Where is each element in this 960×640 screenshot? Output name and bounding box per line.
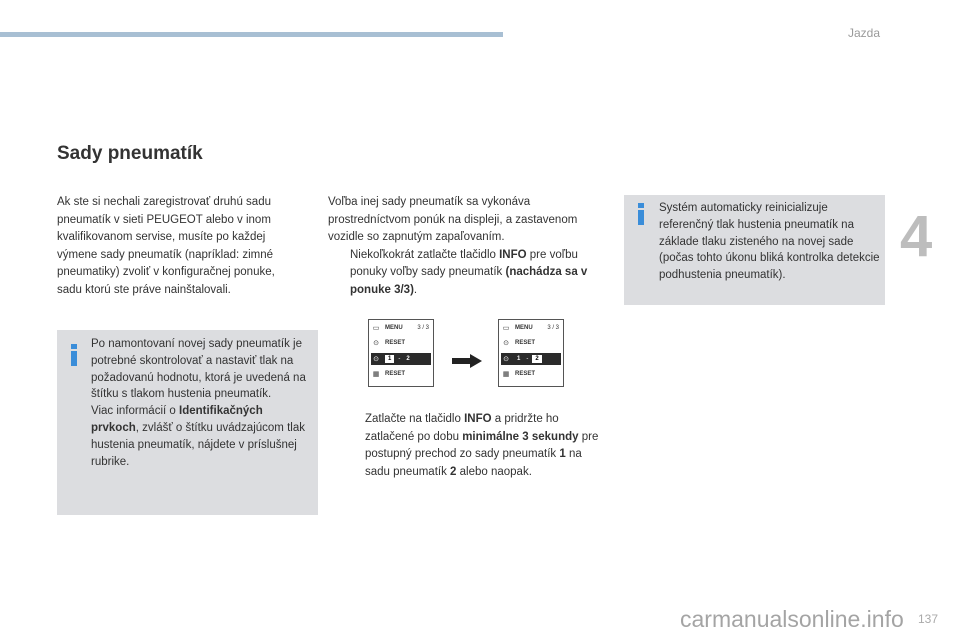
display-menu-row: ▭ MENU 3 / 3 — [372, 325, 429, 332]
display-screen-before — [368, 319, 434, 387]
display-screen-after — [498, 319, 564, 387]
tire-set-selection-section — [328, 194, 606, 299]
display-menu-icon: ▭ — [502, 325, 510, 332]
info-text-2-prefix: Viac informácií o — [91, 405, 179, 418]
page-number: 137 — [918, 612, 939, 626]
bullet-square-icon — [343, 411, 365, 481]
step-2-text: Zatlačte na tlačidlo INFO a pridržte ho zatlačené po dobu minimálne 3 sekundy pre postupný prechod zo sady pneumatík 1 na sadu pneumatík 2 alebo naopak. — [365, 413, 599, 478]
step-1 — [328, 247, 606, 300]
info-text-1: Po namontovaní novej sady pneumatík je potrebné skontrolovať a nastaviť tlak na požadovanú hodnotu, ktorá je uvedená na štítku s tlakom hustenia pneumatík. — [91, 338, 306, 401]
display-menu-icon: ▭ — [372, 325, 380, 332]
info-text-2-bold: Identifikačných prvkoch — [91, 405, 263, 434]
info-box-text — [91, 336, 313, 470]
display-reset-row-2: ▦ RESET — [502, 371, 536, 378]
display-reset-row-2: ▦ RESET — [372, 371, 406, 378]
intro-paragraph: Ak ste si nechali zaregistrovať druhú sadu pneumatík v sieti PEUGEOT alebo v inom kvalifikovanom servise, musíte po každej výmene sady pneumatík (napríklad: zimné pneumatiky) zvoliť v konfiguračnej ponuke, sadu ktorú ste práve nainštalovali. — [57, 196, 275, 296]
tire-warning-icon: ⊙ — [503, 356, 509, 363]
dashboard-icon: ▦ — [502, 371, 510, 378]
header-accent-bar — [0, 32, 503, 37]
watermark: carmanualsonline.info — [680, 606, 904, 632]
step-1-text: Niekoľkokrát zatlačte tlačidlo INFO pre voľbu ponuky voľby sady pneumatík (nachádza sa v ponuke 3/3). — [350, 248, 588, 296]
dashboard-icon: ▦ — [372, 371, 380, 378]
info-text-2-suffix: , zvlášť o štítku uvádzajúcom tlak hustenia pneumatík, nájdete v príslušnej rubrike. — [91, 421, 305, 468]
display-tire-set-row: ⊙ 1 - 2 — [501, 353, 561, 365]
arrow-right-icon — [452, 354, 482, 368]
info-icon — [71, 344, 77, 366]
bullet-square-icon — [328, 247, 350, 300]
selection-intro: Voľba inej sady pneumatík sa vykonáva prostredníctvom ponúk na displeji, a zastavenom vozidle so zapnutým zapaľovaním. — [328, 196, 578, 243]
info-icon — [638, 203, 644, 225]
step-2 — [343, 411, 608, 481]
tire-warning-icon: ⊙ — [503, 340, 509, 347]
info-box-reinit-text: Systém automaticky reinicializuje referenčný tlak hustenia pneumatík na základe tlaku zisteného na novej sade (počas tohto úkonu bliká kontrolka detekcie podhustenia pneumatík). — [659, 202, 880, 282]
chapter-title: Jazda — [848, 26, 881, 40]
chapter-number: 4 — [900, 204, 933, 269]
info-box-pressure — [57, 330, 318, 515]
page-title: Sady pneumatík — [57, 143, 203, 164]
display-reset-row: ⊙ RESET — [371, 337, 431, 349]
display-menu-row: ▭ MENU 3 / 3 — [502, 325, 559, 332]
display-reset-row: ⊙ RESET — [501, 337, 561, 349]
info-box-reinit — [624, 195, 885, 305]
tire-warning-icon: ⊙ — [373, 340, 379, 347]
display-tire-set-row: ⊙ 1 - 2 — [371, 353, 431, 365]
tire-warning-icon: ⊙ — [373, 356, 379, 363]
